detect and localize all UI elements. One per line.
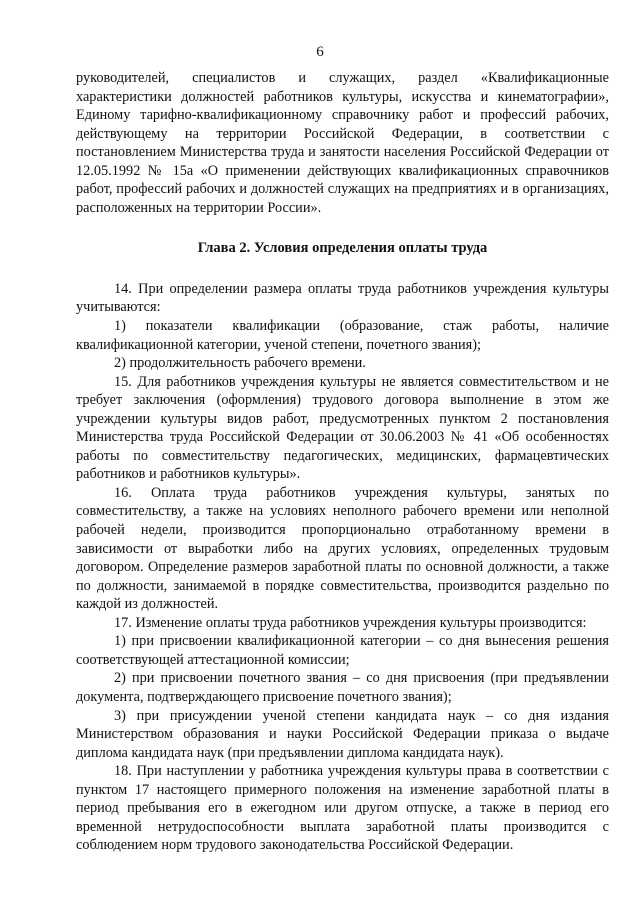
paragraph-14: 14. При определении размера оплаты труда работников учреждения культуры учитываются: — [76, 280, 609, 316]
paragraph-17-item-2: 2) при присвоении почетного звания – со дня присвоения (при предъявлении документа, подтверждающего присвоение почетного звания); — [76, 670, 609, 705]
paragraph-16: 16. Оплата труда работников учреждения культуры, занятых по совместительству, а также на условиях неполного рабочего времени или неполной рабочей недели, производится пропорционально отработанному времени в зависимости от выработки либо на других условиях, определенных трудовым договором. Определение размеров заработной платы по основной должности, а также по должности, занимаемой в порядке совместительства, производится раздельно по каждой из должностей. — [76, 484, 609, 613]
paragraph-17-item-3: 3) при присуждении ученой степени кандидата наук – со дня издания Министерством образования и науки Российской Федерации приказа о выдаче диплома кандидата наук (при предъявлении диплома кандидата наук). — [76, 707, 609, 761]
document-body — [76, 69, 609, 855]
page-number: 6 — [316, 44, 324, 60]
paragraph-14-item-2: 2) продолжительность рабочего времени. — [114, 355, 366, 372]
paragraph-17: 17. Изменение оплаты труда работников учреждения культуры производится: — [114, 614, 587, 631]
paragraph-14-item-1: 1) показатели квалификации (образование, стаж работы, наличие квалификационной категории, ученой степени, почетного звания); — [76, 318, 609, 353]
intro-paragraph: руководителей, специалистов и служащих, раздел «Квалификационные характеристики должностей работников культуры, искусства и кинематографии», Единому тарифно-квалификационному справочнику работ и профессий рабочих, действующему на территории Российской Федерации, в соответствии с постановлением Министерства труда и занятости населения Российской Федерации от 12.05.1992 № 15а «О применении действующих квалификационных справочников работ, профессий рабочих и должностей служащих на предприятиях и в организациях, расположенных на территории России». — [76, 70, 609, 216]
chapter-title: Глава 2. Условия определения оплаты труда — [197, 240, 488, 257]
paragraph-18: 18. При наступлении у работника учреждения культуры права в соответствии с пунктом 17 настоящего примерного положения на изменение заработной платы в период пребывания его в ежегодном или другом отпуске, а также в период его временной нетрудоспособности выплата заработной платы производится с соблюдением норм трудового законодательства Российской Федерации. — [76, 763, 609, 854]
paragraph-17-item-1: 1) при присвоении квалификационной категории – со дня вынесения решения соответствующей аттестационной комиссии; — [76, 633, 609, 668]
paragraph-15: 15. Для работников учреждения культуры не является совместительством и не требует заключения (оформления) трудового договора выполнение в этом же учреждении культуры видов работ, предусмотренных пунктом 2 постановления Министерства труда Российской Федерации от 30.06.2003 № 41 «Об особенностях работы по совместительству педагогических, медицинских, фармацевтических работников и работников культуры». — [76, 373, 609, 483]
